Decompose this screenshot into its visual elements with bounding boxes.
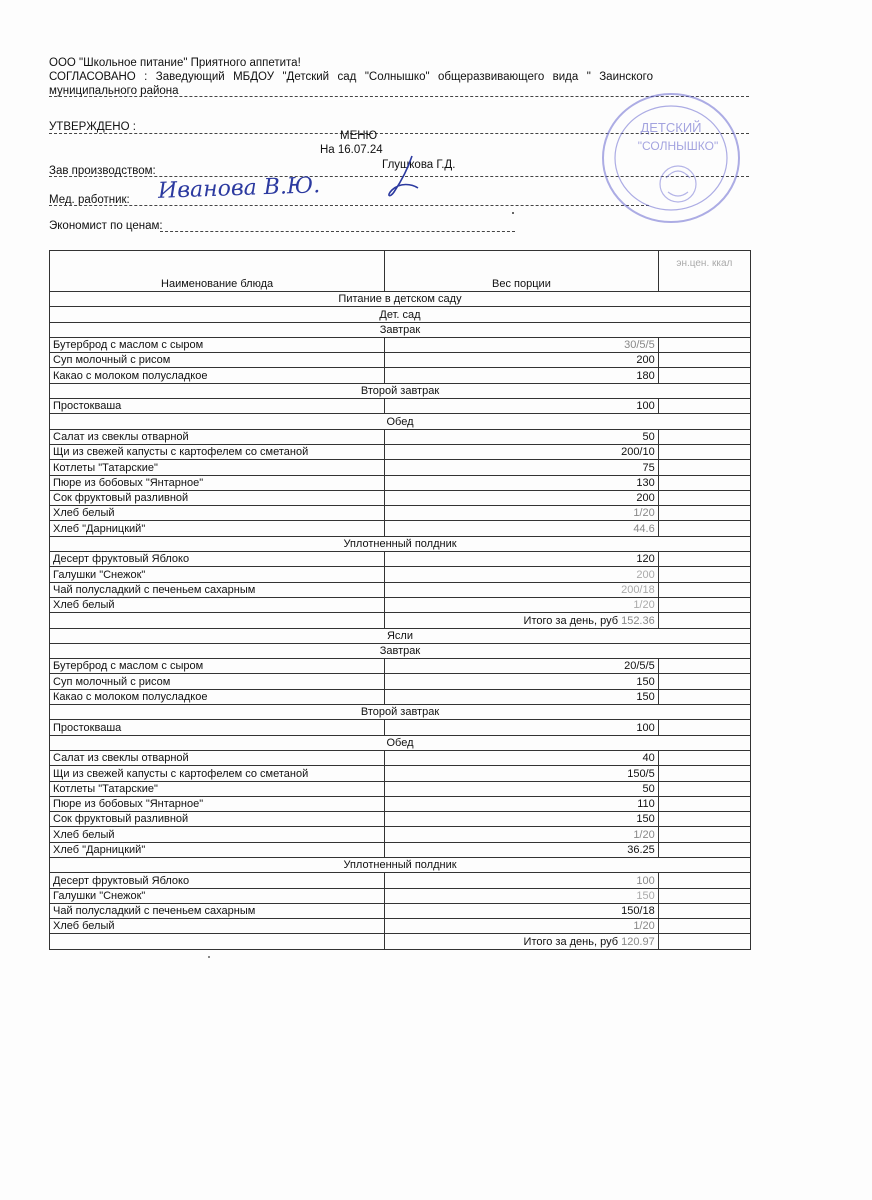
table-row <box>50 475 751 490</box>
section-row <box>50 536 751 551</box>
table-row <box>50 506 751 521</box>
medic-label: Мед. работник: <box>49 194 130 206</box>
divider <box>160 231 515 232</box>
table-row <box>50 720 751 735</box>
section-title: Второй завтрак <box>50 705 751 720</box>
dish-name: Десерт фруктовый Яблоко <box>50 552 385 567</box>
approved-line-1: СОГЛАСОВАНО : Заведующий МБДОУ "Детский сад "Солнышко" общеразвивающего вида " Заинского <box>49 71 653 83</box>
section-row <box>50 322 751 337</box>
dish-name: Щи из свежей капусты с картофелем со сметаной <box>50 766 385 781</box>
dish-weight: 50 <box>385 429 659 444</box>
dish-energy <box>658 689 750 704</box>
dish-energy <box>658 597 750 612</box>
dish-energy <box>658 475 750 490</box>
table-row <box>50 659 751 674</box>
dish-weight: 50 <box>385 781 659 796</box>
total-value: 120.97 <box>621 935 655 948</box>
section-title: Уплотненный полдник <box>50 536 751 551</box>
dish-name: Котлеты "Татарские" <box>50 781 385 796</box>
dish-energy <box>658 903 750 918</box>
dish-energy <box>658 674 750 689</box>
table-row <box>50 337 751 352</box>
table-row <box>50 750 751 765</box>
dish-name: Сок фруктовый разливной <box>50 812 385 827</box>
dish-weight: 1/20 <box>385 597 659 612</box>
dish-energy <box>658 720 750 735</box>
table-row <box>50 399 751 414</box>
dish-weight: 200/18 <box>385 582 659 597</box>
dish-name: Суп молочный с рисом <box>50 353 385 368</box>
dish-energy <box>658 659 750 674</box>
dish-name: Десерт фруктовый Яблоко <box>50 873 385 888</box>
section-row <box>50 307 751 322</box>
dish-weight: 1/20 <box>385 919 659 934</box>
table-row <box>50 796 751 811</box>
dish-name: Хлеб белый <box>50 919 385 934</box>
org-title: ООО "Школьное питание" Приятного аппетита! <box>49 57 301 69</box>
table-row <box>50 429 751 444</box>
section-title: Обед <box>50 414 751 429</box>
dish-weight: 100 <box>385 873 659 888</box>
dish-weight: 200 <box>385 567 659 582</box>
dish-weight: 180 <box>385 368 659 383</box>
dish-weight: 200 <box>385 490 659 505</box>
menu-title: МЕНЮ <box>340 130 378 142</box>
dish-weight: 75 <box>385 460 659 475</box>
dish-energy <box>658 429 750 444</box>
table-row <box>50 812 751 827</box>
dish-weight: 40 <box>385 750 659 765</box>
dish-weight: 150 <box>385 689 659 704</box>
total-label: Итого за день, руб <box>523 935 619 948</box>
dish-energy <box>658 353 750 368</box>
dish-name: Салат из свеклы отварной <box>50 429 385 444</box>
confirmed-label: УТВЕРЖДЕНО : <box>49 121 136 133</box>
table-row <box>50 873 751 888</box>
menu-table <box>49 250 751 950</box>
dish-name: Какао с молоком полусладкое <box>50 368 385 383</box>
dish-energy <box>658 888 750 903</box>
table-row <box>50 460 751 475</box>
dish-energy <box>658 460 750 475</box>
section-title: Второй завтрак <box>50 383 751 398</box>
section-row <box>50 628 751 643</box>
dish-energy <box>658 368 750 383</box>
dish-weight: 1/20 <box>385 506 659 521</box>
stamp-text-top: ДЕТСКИЙ <box>640 120 702 135</box>
dish-energy <box>658 781 750 796</box>
dish-name: Хлеб белый <box>50 827 385 842</box>
col-weight-header: Вес порции <box>385 251 659 292</box>
dish-name: Галушки "Снежок" <box>50 888 385 903</box>
dish-energy <box>658 552 750 567</box>
menu-date: На 16.07.24 <box>320 144 383 156</box>
dish-name: Котлеты "Татарские" <box>50 460 385 475</box>
dish-weight: 120 <box>385 552 659 567</box>
table-row <box>50 444 751 459</box>
total-spacer <box>50 613 385 628</box>
speck <box>208 956 210 958</box>
dish-weight: 100 <box>385 399 659 414</box>
col-name-header: Наименование блюда <box>50 251 385 292</box>
table-row <box>50 521 751 536</box>
section-row <box>50 414 751 429</box>
table-row <box>50 827 751 842</box>
total-cell <box>385 934 659 949</box>
section-row <box>50 705 751 720</box>
table-row <box>50 490 751 505</box>
dish-energy <box>658 521 750 536</box>
dish-energy <box>658 399 750 414</box>
dish-name: Бутерброд с маслом с сыром <box>50 337 385 352</box>
dish-weight: 100 <box>385 720 659 735</box>
table-row <box>50 781 751 796</box>
stamp-text-main: "СОЛНЫШКО" <box>637 139 719 153</box>
col-energy-header: эн.цен. ккал <box>658 251 750 292</box>
dish-name: Какао с молоком полусладкое <box>50 689 385 704</box>
dish-energy <box>658 337 750 352</box>
table-row <box>50 353 751 368</box>
dish-weight: 36.25 <box>385 842 659 857</box>
section-row <box>50 643 751 658</box>
dish-name: Пюре из бобовых "Янтарное" <box>50 475 385 490</box>
dish-name: Хлеб белый <box>50 597 385 612</box>
dish-name: Хлеб белый <box>50 506 385 521</box>
total-label: Итого за день, руб <box>523 614 619 627</box>
dish-weight: 150 <box>385 812 659 827</box>
dish-weight: 110 <box>385 796 659 811</box>
total-row <box>50 934 751 949</box>
table-row <box>50 903 751 918</box>
section-title: Питание в детском саду <box>50 292 751 307</box>
section-row <box>50 735 751 750</box>
dish-name: Бутерброд с маслом с сыром <box>50 659 385 674</box>
dish-name: Пюре из бобовых "Янтарное" <box>50 796 385 811</box>
dish-weight: 30/5/5 <box>385 337 659 352</box>
dish-name: Щи из свежей капусты с картофелем со сметаной <box>50 444 385 459</box>
table-header <box>50 251 751 292</box>
table-row <box>50 919 751 934</box>
dish-energy <box>658 582 750 597</box>
dish-name: Хлеб "Дарницкий" <box>50 842 385 857</box>
table-row <box>50 368 751 383</box>
total-cell <box>385 613 659 628</box>
dish-name: Простокваша <box>50 399 385 414</box>
table-row <box>50 552 751 567</box>
total-row <box>50 613 751 628</box>
dish-energy <box>658 490 750 505</box>
dish-energy <box>658 613 750 628</box>
section-row <box>50 857 751 872</box>
dish-name: Простокваша <box>50 720 385 735</box>
kindergarten-stamp <box>596 88 746 228</box>
dish-energy <box>658 766 750 781</box>
economist-label: Экономист по ценам: <box>49 220 163 232</box>
production-name: Глушкова Г.Д. <box>382 159 456 171</box>
divider <box>49 205 649 206</box>
section-title: Уплотненный полдник <box>50 857 751 872</box>
dish-weight: 150 <box>385 888 659 903</box>
dish-energy <box>658 827 750 842</box>
section-row <box>50 383 751 398</box>
dish-energy <box>658 934 750 949</box>
dish-energy <box>658 812 750 827</box>
dish-energy <box>658 567 750 582</box>
dish-name: Сок фруктовый разливной <box>50 490 385 505</box>
dish-name: Салат из свеклы отварной <box>50 750 385 765</box>
dish-weight: 130 <box>385 475 659 490</box>
production-label: Зав производством: <box>49 165 156 177</box>
dish-name: Галушки "Снежок" <box>50 567 385 582</box>
total-value: 152.36 <box>621 614 655 627</box>
section-title: Завтрак <box>50 643 751 658</box>
table-row <box>50 567 751 582</box>
approved-line-2: муниципального района <box>49 85 179 97</box>
dish-energy <box>658 796 750 811</box>
dish-energy <box>658 873 750 888</box>
table-row <box>50 842 751 857</box>
dish-weight: 1/20 <box>385 827 659 842</box>
dish-weight: 20/5/5 <box>385 659 659 674</box>
production-signature-mark <box>372 152 442 202</box>
table-row <box>50 888 751 903</box>
table-row <box>50 597 751 612</box>
dish-name: Чай полусладкий с печеньем сахарным <box>50 903 385 918</box>
table-row <box>50 689 751 704</box>
dish-energy <box>658 842 750 857</box>
dish-name: Хлеб "Дарницкий" <box>50 521 385 536</box>
dish-weight: 150/18 <box>385 903 659 918</box>
section-title: Обед <box>50 735 751 750</box>
dish-energy <box>658 506 750 521</box>
dish-energy <box>658 919 750 934</box>
section-title: Завтрак <box>50 322 751 337</box>
dish-weight: 44.6 <box>385 521 659 536</box>
dish-name: Суп молочный с рисом <box>50 674 385 689</box>
dish-energy <box>658 444 750 459</box>
table-row <box>50 582 751 597</box>
speck <box>512 212 514 214</box>
dish-weight: 150 <box>385 674 659 689</box>
dish-name: Чай полусладкий с печеньем сахарным <box>50 582 385 597</box>
section-title: Дет. сад <box>50 307 751 322</box>
total-spacer <box>50 934 385 949</box>
dish-weight: 150/5 <box>385 766 659 781</box>
dish-weight: 200/10 <box>385 444 659 459</box>
table-row <box>50 766 751 781</box>
section-row <box>50 292 751 307</box>
dish-energy <box>658 750 750 765</box>
medic-signature: Иванова В.Ю. <box>157 173 321 204</box>
table-row <box>50 674 751 689</box>
dish-weight: 200 <box>385 353 659 368</box>
section-title: Ясли <box>50 628 751 643</box>
